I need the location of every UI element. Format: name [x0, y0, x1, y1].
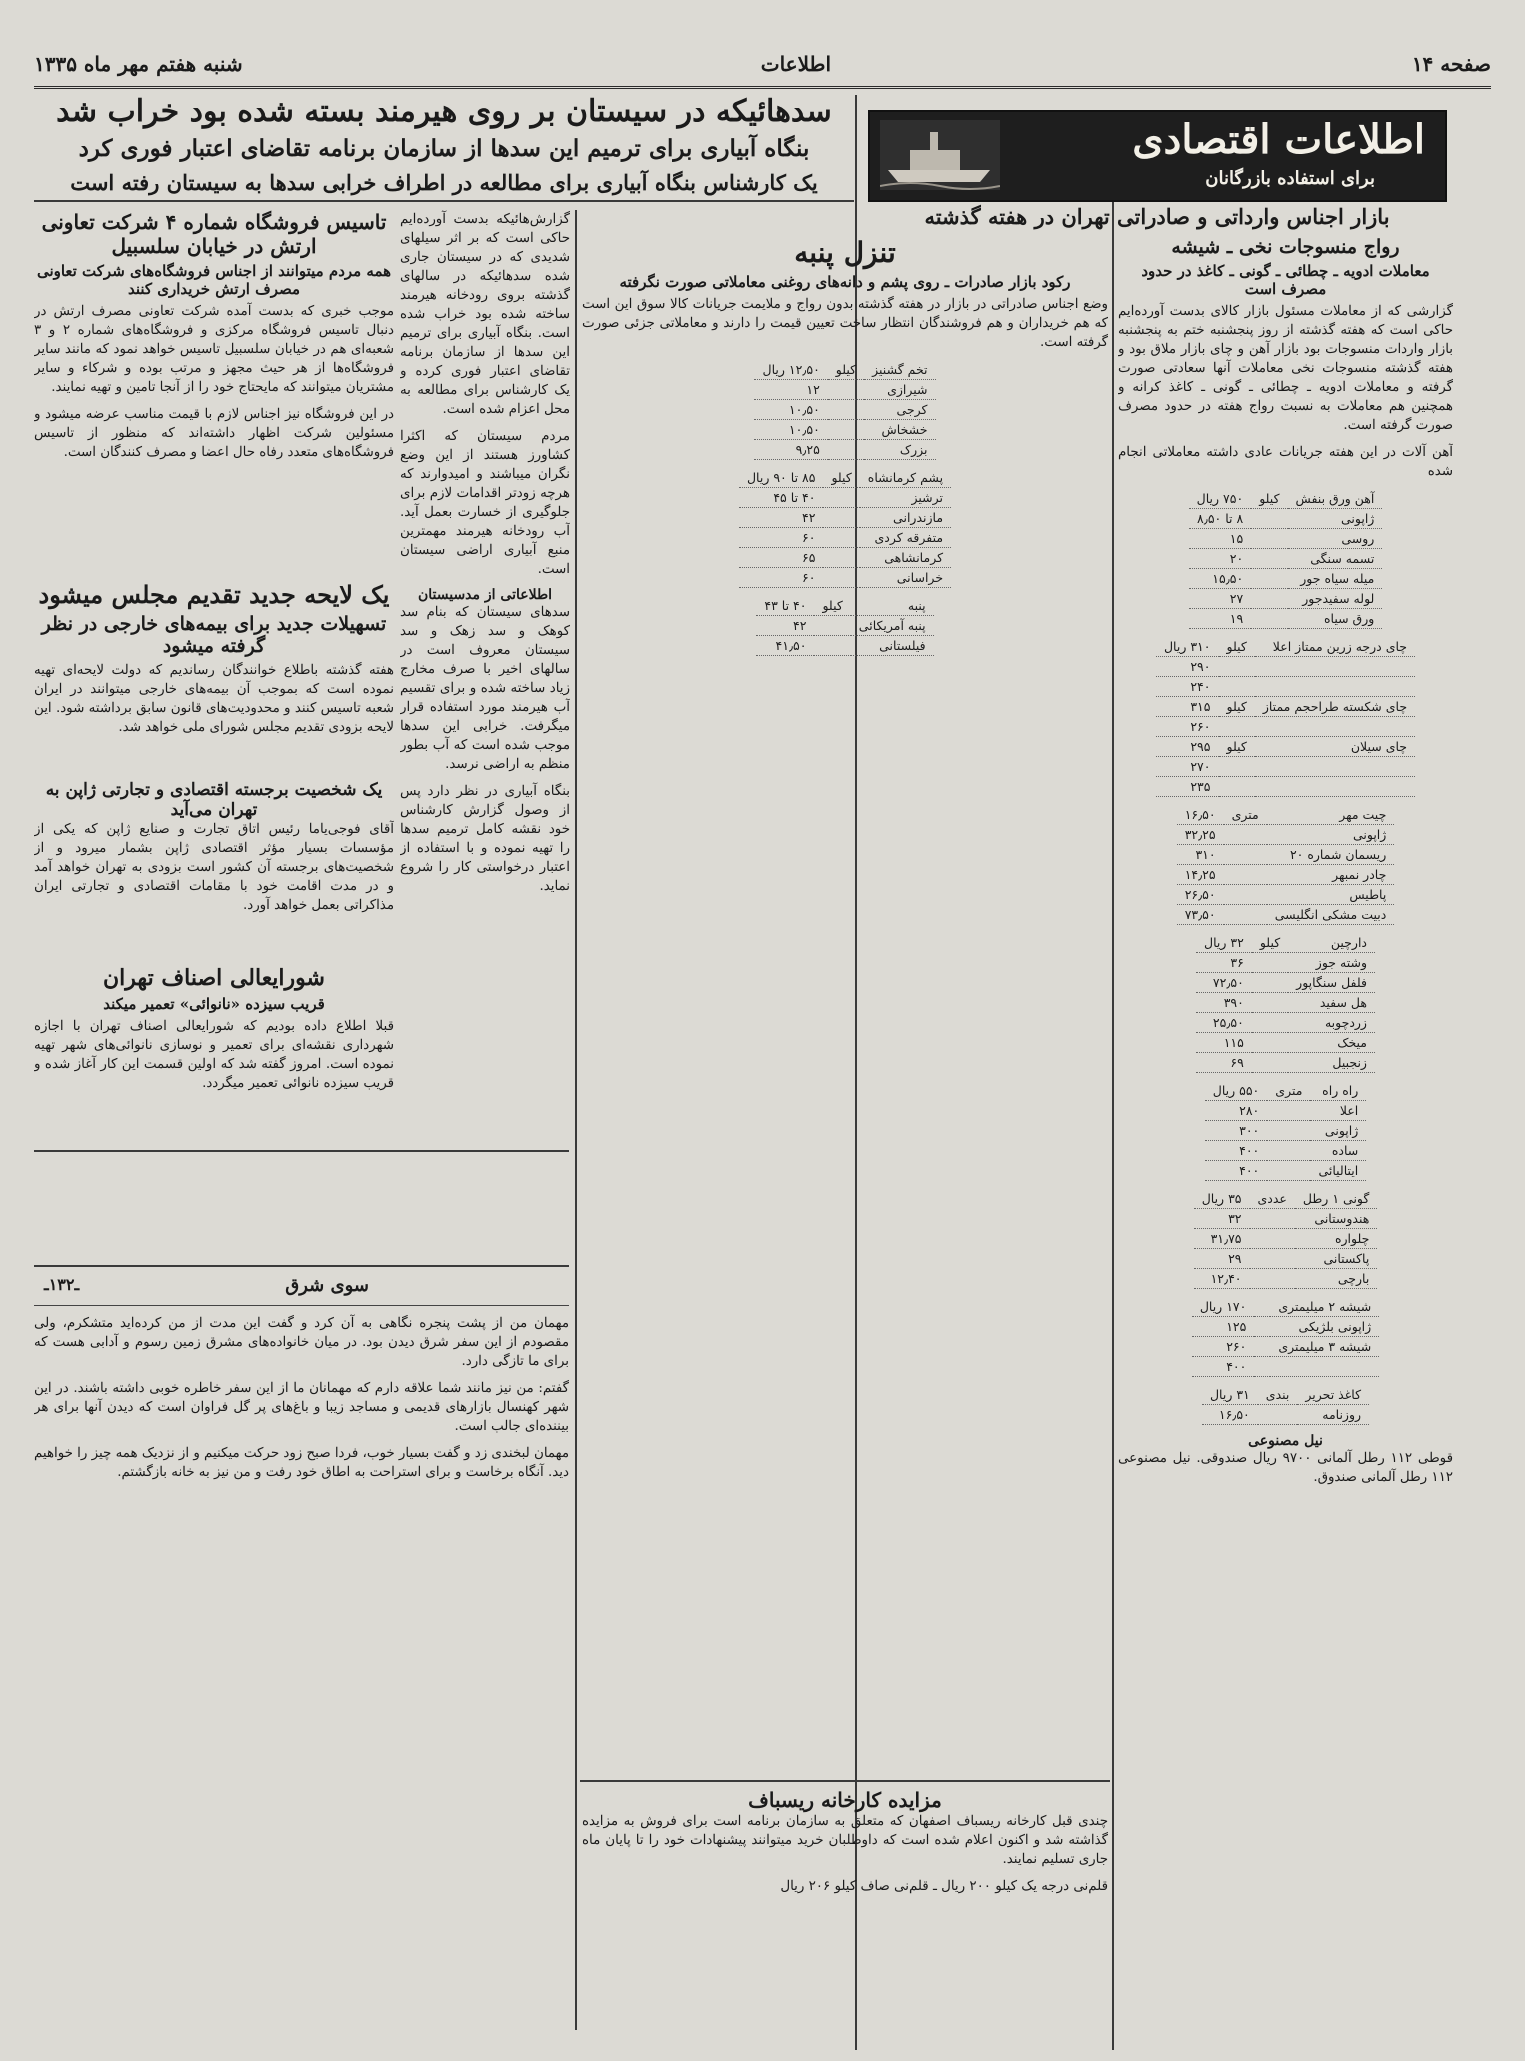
price-unit: [1252, 953, 1288, 973]
price-price: ۷۳٫۵۰: [1177, 905, 1224, 925]
indigo-head: نیل مصنوعی: [1248, 1433, 1323, 1449]
price-row: [1192, 1297, 1379, 1317]
market-title: بازار اجناس وارداتی و صادراتی تهران در هفته گذشته: [924, 204, 1390, 229]
iron-price-table: [1189, 489, 1383, 629]
price-item: [1255, 777, 1415, 797]
price-price: ۹٫۲۵: [754, 440, 827, 460]
price-price: ۳۲٫۲۵: [1177, 825, 1224, 845]
price-unit: کیلو: [1219, 697, 1255, 717]
dam-body3: سدهای سیستان که بنام سد کوهک و سد زهک و سد سیستان معروف است در سالهای اخیر با صرف مخارج زیاد ساخته شده و برای تقسیم آب هیرمند مورد استفاده قرار میگرفت. خرابی این سدها موجب شده است که آب بطور منظم به اراضی نرسد.: [400, 605, 570, 772]
price-row: [1156, 757, 1415, 777]
price-price: ۲۹۵: [1156, 737, 1219, 757]
price-item: شیشه ۲ میلیمتری: [1270, 1297, 1379, 1317]
price-unit: [1251, 569, 1287, 589]
price-item: چادر نمبهر: [1267, 865, 1395, 885]
pen-prices: قلم‌نی درجه یک کیلو ۲۰۰ ریال ـ قلم‌نی صاف کیلو ۲۰۶ ریال: [780, 1879, 1108, 1894]
price-item: [1255, 657, 1415, 677]
price-item: چای درجه زرین ممتاز اعلا: [1255, 637, 1415, 657]
dam-body4: بنگاه آبیاری در نظر دارد پس از وصول گزارش کارشناس خود نقشه کامل ترمیم سدها را تهیه نموده و با استفاده از اعتبار درخواستی کار را شروع نماید.: [400, 784, 570, 894]
price-row: [1177, 805, 1395, 825]
price-item: شیرازی: [864, 380, 935, 400]
price-row: [1202, 1385, 1369, 1405]
price-unit: [823, 568, 859, 588]
price-unit: کیلو: [823, 468, 859, 488]
price-price: ۷۲٫۵۰: [1196, 973, 1252, 993]
price-price: ۲۹۰: [1156, 657, 1219, 677]
price-unit: [1251, 509, 1287, 529]
price-row: [1192, 1337, 1379, 1357]
price-row: [739, 568, 951, 588]
tea-price-table: [1156, 637, 1415, 797]
price-unit: [1219, 777, 1255, 797]
price-item: چای شکسته طراحجم ممتاز: [1255, 697, 1415, 717]
price-item: پنبه: [851, 596, 934, 616]
army-coop-head: تاسیس فروشگاه شماره ۴ شرکت تعاونی ارتش در خیابان سلسبیل: [41, 210, 387, 258]
logo-subtitle: برای استفاده بازرگانان: [1205, 168, 1375, 189]
price-item: بارچی: [1295, 1269, 1377, 1289]
price-item: زنجبیل: [1288, 1053, 1375, 1073]
price-price: ۱۵: [1189, 529, 1252, 549]
price-row: [1189, 589, 1383, 609]
army-coop-body2: در این فروشگاه نیز اجناس لازم با قیمت مناسب عرضه میشود و مسئولین شرکت اظهار داشته‌اند که منظور از تاسیس فروشگاه‌های متعدد رفاه حال اعضا و مصرف کنندگان است.: [34, 407, 394, 460]
price-item: خشخاش: [864, 420, 935, 440]
price-item: پاکستانی: [1295, 1249, 1377, 1269]
price-item: ژاپونی بلژیکی: [1270, 1317, 1379, 1337]
price-price: ۴۱٫۵۰: [756, 636, 814, 656]
guild-body: قبلا اطلاع داده بودیم که شورایعالی اصناف تهران با اجازه شهرداری نقشه‌ای برای تعمیر و نوسازی نانوائی‌های شهر تهیه نموده است. امروز گفته شد که اولین قسمت این کار آغاز شده و قریب سیزده نانوائی تعمیر میگردد.: [34, 1019, 394, 1091]
price-unit: [1250, 1269, 1295, 1289]
price-price: ۲۴۰: [1156, 677, 1219, 697]
price-item: هندوستانی: [1295, 1209, 1377, 1229]
price-item: پنبه آمریکائی: [851, 616, 934, 636]
price-item: ایتالیائی: [1310, 1161, 1366, 1181]
price-price: ۸ تا ۸٫۵۰: [1189, 509, 1252, 529]
price-unit: [1219, 677, 1255, 697]
price-price: ۴۲: [739, 508, 824, 528]
price-row: [1156, 677, 1415, 697]
price-item: میخک: [1288, 1033, 1375, 1053]
price-unit: [1254, 1357, 1270, 1377]
japan-body: آقای فوجی‌یاما رئیس اتاق تجارت و صنایع ژاپن که یکی از مؤسسات بسیار مؤثر اقتصادی ژاپن بشمار میرود و از شخصیت‌های برجسته آن کشور است بزودی به تهران خواهد آمد و در مدت اقامت خود با مقامات اقتصادی و تجارتی ایران مذاکراتی بعمل خواهد آورد.: [34, 822, 394, 913]
price-price: ۲۷۰: [1156, 757, 1219, 777]
auction-section: [582, 1788, 1108, 2048]
price-item: اعلا: [1310, 1101, 1366, 1121]
price-row: [1194, 1249, 1378, 1269]
paper-name: اطلاعات: [760, 52, 831, 76]
price-price: ۶۹: [1196, 1053, 1252, 1073]
paper-price-table: [1202, 1385, 1369, 1425]
price-unit: [1267, 1121, 1310, 1141]
price-price: ۱۵٫۵۰: [1189, 569, 1252, 589]
price-item: ترشیز: [860, 488, 951, 508]
price-item: [1270, 1357, 1379, 1377]
price-row: [1177, 825, 1395, 845]
price-item: چلواره: [1295, 1229, 1377, 1249]
price-row: [1156, 657, 1415, 677]
price-unit: کیلو: [1219, 737, 1255, 757]
price-item: تخم گشنیز: [864, 360, 935, 380]
price-unit: [1267, 1161, 1310, 1181]
price-row: [1189, 549, 1383, 569]
price-price: ۲۳۵: [1156, 777, 1219, 797]
price-unit: [1254, 1337, 1270, 1357]
price-row: [754, 360, 935, 380]
price-row: [739, 528, 951, 548]
price-price: ۸۵ تا ۹۰ ریال: [739, 468, 824, 488]
dam-column: [400, 210, 570, 1255]
price-item: دبیت مشکی انگلیسی: [1267, 905, 1395, 925]
price-price: ۱۲٫۵۰ ریال: [754, 360, 827, 380]
market-left-column: [1118, 236, 1453, 2046]
price-price: ۴۰۰: [1205, 1161, 1268, 1181]
price-row: [756, 596, 933, 616]
price-row: [1189, 569, 1383, 589]
price-price: ۶۰: [739, 568, 824, 588]
dam-body: گزارش‌هائیکه بدست آورده‌ایم حاکی است که بر اثر سیلهای شدیدی که در سیستان جاری شده سدهائیکه در سالهای گذشته بروی رودخانه هیرمند ساخته شده بود خراب شده است. بنگاه آبیاری برای ترمیم این سدها از سازمان برنامه تقاضای اعتبار فوری کرده و یک کارشناس برای مطالعه به محل اعزام شده است.: [400, 212, 570, 417]
price-row: [1196, 993, 1375, 1013]
price-item: میله سیاه جور: [1288, 569, 1383, 589]
price-row: [756, 616, 933, 636]
price-item: بزرک: [864, 440, 935, 460]
price-row: [1156, 717, 1415, 737]
guild-head: شورایعالی اصناف تهران: [103, 965, 325, 991]
masthead: [34, 40, 1491, 89]
price-row: [1156, 777, 1415, 797]
sack-price-table: [1194, 1189, 1378, 1289]
price-row: [1189, 609, 1383, 629]
price-price: ۱۴٫۲۵: [1177, 865, 1224, 885]
fabric-price-table: [1205, 1081, 1367, 1181]
indigo-body: قوطی ۱۱۲ رطل آلمانی ۹۷۰۰ ریال صندوقی. نیل مصنوعی ۱۱۲ رطل آلمانی صندوق.: [1118, 1451, 1453, 1485]
price-unit: [828, 420, 864, 440]
price-row: [1192, 1317, 1379, 1337]
price-unit: [1219, 717, 1255, 737]
price-unit: [1252, 1053, 1288, 1073]
price-row: [1189, 509, 1383, 529]
price-unit: کیلو: [814, 596, 850, 616]
price-unit: [1224, 865, 1267, 885]
price-row: [1189, 529, 1383, 549]
price-row: [1192, 1357, 1379, 1377]
price-unit: کیلو: [1252, 933, 1288, 953]
price-unit: [1252, 1013, 1288, 1033]
price-price: ۲۵٫۵۰: [1196, 1013, 1252, 1033]
seed-price-table: [754, 360, 935, 460]
price-row: [1205, 1141, 1367, 1161]
page-number: صفحه ۱۴: [1411, 52, 1491, 76]
price-unit: [828, 440, 864, 460]
price-unit: [1224, 905, 1267, 925]
price-price: ۴۰ تا ۴۳: [756, 596, 814, 616]
price-unit: [823, 528, 859, 548]
price-row: [739, 488, 951, 508]
price-unit: [1254, 1317, 1270, 1337]
price-price: ۳۵ ریال: [1194, 1189, 1250, 1209]
insurance-bill-section: [34, 580, 394, 770]
price-row: [1196, 973, 1375, 993]
price-item: خراسانی: [860, 568, 951, 588]
bill-head: یک لایحه جدید تقدیم مجلس میشود: [38, 580, 390, 609]
army-coop-body: موجب خبری که بدست آمده شرکت تعاونی مصرف ارتش در دنبال تاسیس فروشگاه مرکزی و فروشگاه‌های شماره ۲ و ۳ شعبه‌ای هم در خیابان سلسبیل تاسیس خواهد نمود که مانند سایر فروشگاه‌ها از هر حیث مجهز و مرتب بوده و شرکاء و سایر مشتریان میتوانند که مایحتاج خود را از آنجا تامین و تهیه نمایند.: [34, 304, 394, 395]
price-row: [754, 400, 935, 420]
price-row: [754, 380, 935, 400]
price-price: ۴۰۰: [1205, 1141, 1268, 1161]
price-price: ۳۱٫۷۵: [1194, 1229, 1250, 1249]
price-item: پاطیس: [1267, 885, 1395, 905]
story-section: [34, 1275, 569, 2050]
guild-section: [34, 965, 394, 1145]
wool-price-table: [739, 468, 951, 588]
price-price: ۶۵: [739, 548, 824, 568]
cotton-price-table: [756, 596, 933, 656]
price-price: ۱۷۰ ریال: [1192, 1297, 1255, 1317]
price-price: ۳۲ ریال: [1196, 933, 1252, 953]
price-row: [1177, 885, 1395, 905]
price-row: [1202, 1405, 1369, 1425]
price-item: راه راه: [1310, 1081, 1366, 1101]
price-price: ۴۰ تا ۴۵: [739, 488, 824, 508]
price-price: ۱۶٫۵۰: [1177, 805, 1224, 825]
price-item: ساده: [1310, 1141, 1366, 1161]
japan-section: [34, 780, 394, 960]
price-row: [1177, 905, 1395, 925]
price-price: ۳۰۰: [1205, 1121, 1268, 1141]
price-unit: [1224, 885, 1267, 905]
price-item: هل سفید: [1288, 993, 1375, 1013]
price-item: لوله سفیدجور: [1288, 589, 1383, 609]
dam-sub2: اطلاعاتی از مدسیستان: [417, 587, 553, 603]
story-number: ـ۱۳۲ـ: [44, 1275, 80, 1294]
price-unit: [1252, 1033, 1288, 1053]
price-item: روزنامه: [1297, 1405, 1369, 1425]
price-unit: بندی: [1258, 1385, 1298, 1405]
glass-price-table: [1192, 1297, 1379, 1377]
price-item: روسی: [1288, 529, 1383, 549]
price-unit: [828, 380, 864, 400]
price-price: ۶۰: [739, 528, 824, 548]
price-unit: [1219, 657, 1255, 677]
price-row: [754, 440, 935, 460]
price-price: ۲۶۰: [1192, 1337, 1255, 1357]
price-price: ۱۰٫۵۰: [754, 420, 827, 440]
price-price: ۳۱۵: [1156, 697, 1219, 717]
price-row: [754, 420, 935, 440]
price-item: ورق سیاه: [1288, 609, 1383, 629]
price-item: [1255, 677, 1415, 697]
story-body: مهمان من از پشت پنجره نگاهی به آن کرد و گفت این مدت از من کرده‌اید متشکرم، ولی مقصودم از این سفر شرق دیدن بود. در میان خانواده‌های مشرق زمین رسوم و آدابی هست که برای ما تازگی دارد.: [34, 1316, 569, 1369]
price-unit: عددی: [1250, 1189, 1295, 1209]
price-unit: [814, 636, 850, 656]
price-item: زردچوبه: [1288, 1013, 1375, 1033]
headline-line3: یک کارشناس بنگاه آبیاری برای مطالعه در اطراف خرابی سدها به سیستان رفته است: [70, 170, 818, 195]
market-left-head: رواج منسوجات نخی ـ شیشه: [1171, 236, 1400, 258]
price-unit: [1219, 757, 1255, 777]
story-head: سوی شرق: [285, 1275, 369, 1296]
spice-price-table: [1196, 933, 1375, 1073]
army-coop-sub: همه مردم میتوانند از اجناس فروشگاه‌های شرکت تعاونی مصرف ارتش خریداری کنند: [36, 262, 392, 298]
price-item: چای سیلان: [1255, 737, 1415, 757]
ship-icon: [880, 120, 1000, 190]
story-body2: گفتم: من نیز مانند شما علاقه دارم که مهمانان ما از این سفر خاطره خوبی داشته باشند. در این شهر کهنسال بازارهای قدیمی و مساجد زیبا و باغ‌های پر گل فراوان است که دیدن آنها برای هر بیننده‌ای جالب است.: [34, 1381, 569, 1434]
price-row: [739, 468, 951, 488]
price-item: کاغذ تحریر: [1297, 1385, 1369, 1405]
army-coop-section: [34, 210, 394, 570]
price-price: ۱۰٫۵۰: [754, 400, 827, 420]
price-item: ریسمان شماره ۲۰: [1267, 845, 1395, 865]
main-headline: سدهائیکه در سیستان بر روی هیرمند بسته شده بود خراب شد: [56, 94, 832, 129]
textile-price-table: [1177, 805, 1395, 925]
market-left-sub: معاملات ادویه ـ چطائی ـ گونی ـ کاغذ در حدود مصرف است: [1141, 262, 1430, 298]
price-row: [1156, 697, 1415, 717]
price-row: [1196, 953, 1375, 973]
price-unit: [1252, 993, 1288, 1013]
price-unit: [1267, 1141, 1310, 1161]
price-row: [1156, 637, 1415, 657]
story-body3: مهمان لبخندی زد و گفت بسیار خوب، فردا صبح زود حرکت میکنیم و از نزدیک همه چیز را خواهیم دید. آنگاه برخاست و برای استراحت به اطاق خود رفت و من نیز به خانه بازگشتم.: [34, 1446, 569, 1480]
economic-news-logo: [868, 110, 1447, 202]
cotton-column: [582, 236, 1108, 1776]
price-price: ۲۷: [1189, 589, 1252, 609]
price-item: چیت مهر: [1267, 805, 1395, 825]
price-price: ۲۹: [1194, 1249, 1250, 1269]
price-item: ژاپونی: [1267, 825, 1395, 845]
price-row: [1156, 737, 1415, 757]
price-item: [1255, 757, 1415, 777]
price-row: [1189, 489, 1383, 509]
cotton-body: وضع اجناس صادراتی در بازار در هفته گذشته بدون رواج و ملایمت جریانات کالا سوق این است که هم خریداران و هم فروشندگان انتظار ساخت تعیین قیمت را دارند و معاملاتی جزئی صورت گرفته است.: [582, 297, 1108, 350]
price-row: [1194, 1229, 1378, 1249]
auction-head: مزایده کارخانه ریسباف: [748, 1788, 942, 1812]
issue-date: شنبه هفتم مهر ماه ۱۳۳۵: [34, 52, 243, 76]
price-unit: [823, 488, 859, 508]
price-row: [1196, 1013, 1375, 1033]
price-row: [1196, 1053, 1375, 1073]
logo-title: اطلاعات اقتصادی: [1132, 116, 1425, 163]
market-left-body: گزارشی که از معاملات مسئول بازار کالای بدست آورده‌ایم حاکی است که هفته گذشته از روز پنجشنبه ختم به پنجشنبه بازار واردات منسوجات بود بازار آهن و چای بازار ملاق بود و هفته گذشته منسوجات نخی معاملات آنها سعادتی صورت گرفته و معاملات ادویه ـ چطائی ـ گونی ـ کاغذ کرانه و همچنین هم معاملات به نسبت رواج هفته در حدود مصرف صورت گرفته است.: [1118, 304, 1453, 433]
price-unit: [1254, 1297, 1270, 1317]
price-row: [739, 548, 951, 568]
price-unit: [1267, 1101, 1310, 1121]
bill-sub: تسهیلات جدید برای بیمه‌های خارجی در نظر گرفته میشود: [41, 613, 387, 657]
market-left-note: آهن آلات در این هفته جریانات عادی داشته معاملاتی انجام شده: [1118, 445, 1453, 479]
price-unit: [1252, 973, 1288, 993]
price-unit: [1251, 549, 1287, 569]
price-row: [1194, 1189, 1378, 1209]
price-item: آهن ورق بنفش: [1288, 489, 1383, 509]
price-item: کرجی: [864, 400, 935, 420]
price-price: ۵۵۰ ریال: [1205, 1081, 1268, 1101]
price-item: پشم کرمانشاه: [860, 468, 951, 488]
price-unit: کیلو: [1251, 489, 1287, 509]
price-unit: [814, 616, 850, 636]
price-unit: [1250, 1229, 1295, 1249]
price-price: ۳۱۰: [1177, 845, 1224, 865]
price-item: گونی ۱ رطل: [1295, 1189, 1377, 1209]
price-row: [1205, 1081, 1367, 1101]
price-row: [1194, 1209, 1378, 1229]
price-unit: [1258, 1405, 1298, 1425]
price-unit: [823, 548, 859, 568]
price-price: ۲۶۰: [1156, 717, 1219, 737]
price-row: [1177, 845, 1395, 865]
price-unit: متری: [1267, 1081, 1310, 1101]
price-price: ۱۶٫۵۰: [1202, 1405, 1258, 1425]
price-price: ۲۸۰: [1205, 1101, 1268, 1121]
price-unit: کیلو: [1219, 637, 1255, 657]
price-unit: [1224, 825, 1267, 845]
price-price: ۱۲۵: [1192, 1317, 1255, 1337]
price-unit: [1251, 589, 1287, 609]
bill-body: هفته گذشته باطلاع خوانندگان رساندیم که دولت لایحه‌ای تهیه نموده است که بموجب آن بیمه‌های خارجی میتوانند در ایران شعبه تاسیس کنند و محدودیت‌های قانون سابق برداشته شود. این لایحه بزودی تقدیم مجلس شورای ملی خواهد شد.: [34, 663, 394, 735]
price-row: [739, 508, 951, 528]
price-item: ژاپونی: [1310, 1121, 1366, 1141]
guild-sub: قریب سیزده «نانوائی» تعمیر میکند: [103, 995, 325, 1013]
price-price: ۳۲: [1194, 1209, 1250, 1229]
price-price: ۱۲: [754, 380, 827, 400]
price-price: ۳۱ ریال: [1202, 1385, 1258, 1405]
price-item: ژاپونی: [1288, 509, 1383, 529]
price-unit: [828, 400, 864, 420]
price-row: [1196, 933, 1375, 953]
price-price: ۱۱۵: [1196, 1033, 1252, 1053]
price-price: ۱۲٫۴۰: [1194, 1269, 1250, 1289]
price-unit: کیلو: [828, 360, 864, 380]
cotton-head: تنزل پنبه: [794, 236, 896, 269]
price-item: [1255, 717, 1415, 737]
price-price: ۳۱۰ ریال: [1156, 637, 1219, 657]
price-item: مازندرانی: [860, 508, 951, 528]
price-row: [1205, 1101, 1367, 1121]
headline-line2: بنگاه آبیاری برای ترمیم این سدها از سازمان برنامه تقاضای اعتبار فوری کرد: [78, 135, 810, 162]
price-row: [1205, 1121, 1367, 1141]
price-unit: [823, 508, 859, 528]
price-price: ۲۶٫۵۰: [1177, 885, 1224, 905]
price-item: متفرقه کردی: [860, 528, 951, 548]
price-item: فلفل سنگاپور: [1288, 973, 1375, 993]
price-item: شیشه ۳ میلیمتری: [1270, 1337, 1379, 1357]
dam-body2: مردم سیستان که اکثرا کشاورز هستند از این وضع نگران میباشند و امیدوارند که هرچه زودتر اقدامات لازم برای جلوگیری از خسارت بعمل آید. آب رودخانه هیرمند مهمترین منبع آبیاری اراضی سیستان است.: [400, 429, 570, 577]
price-price: ۳۹۰: [1196, 993, 1252, 1013]
price-unit: [1250, 1209, 1295, 1229]
price-item: تسمه سنگی: [1288, 549, 1383, 569]
price-price: ۳۶: [1196, 953, 1252, 973]
price-row: [1205, 1161, 1367, 1181]
price-row: [1196, 1033, 1375, 1053]
price-unit: [1251, 529, 1287, 549]
price-unit: متری: [1224, 805, 1267, 825]
cotton-sub: رکود بازار صادرات ـ روی پشم و دانه‌های روغنی معاملاتی صورت نگرفته: [619, 273, 1071, 291]
price-price: ۲۰: [1189, 549, 1252, 569]
price-price: ۷۵۰ ریال: [1189, 489, 1252, 509]
price-unit: [1250, 1249, 1295, 1269]
price-price: ۴۲: [756, 616, 814, 636]
price-row: [1177, 865, 1395, 885]
price-unit: [1224, 845, 1267, 865]
price-price: ۴۰۰: [1192, 1357, 1255, 1377]
price-row: [1194, 1269, 1378, 1289]
price-item: دارچین: [1288, 933, 1375, 953]
auction-body: چندی قبل کارخانه ریسباف اصفهان که متعلق به سازمان برنامه است برای فروش به مزایده گذاشته شد و اکنون اعلام شده است که داوطلبان خرید میتوانند پیشنهادات خود را تا پایان ماه جاری تسلیم نمایند.: [582, 1814, 1108, 1867]
price-unit: [1251, 609, 1287, 629]
price-price: ۱۹: [1189, 609, 1252, 629]
price-item: فیلستانی: [851, 636, 934, 656]
price-item: وشته جوز: [1288, 953, 1375, 973]
price-row: [756, 636, 933, 656]
price-item: کرمانشاهی: [860, 548, 951, 568]
japan-head: یک شخصیت برجسته اقتصادی و تجارتی ژاپن به تهران می‌آید: [45, 780, 383, 820]
